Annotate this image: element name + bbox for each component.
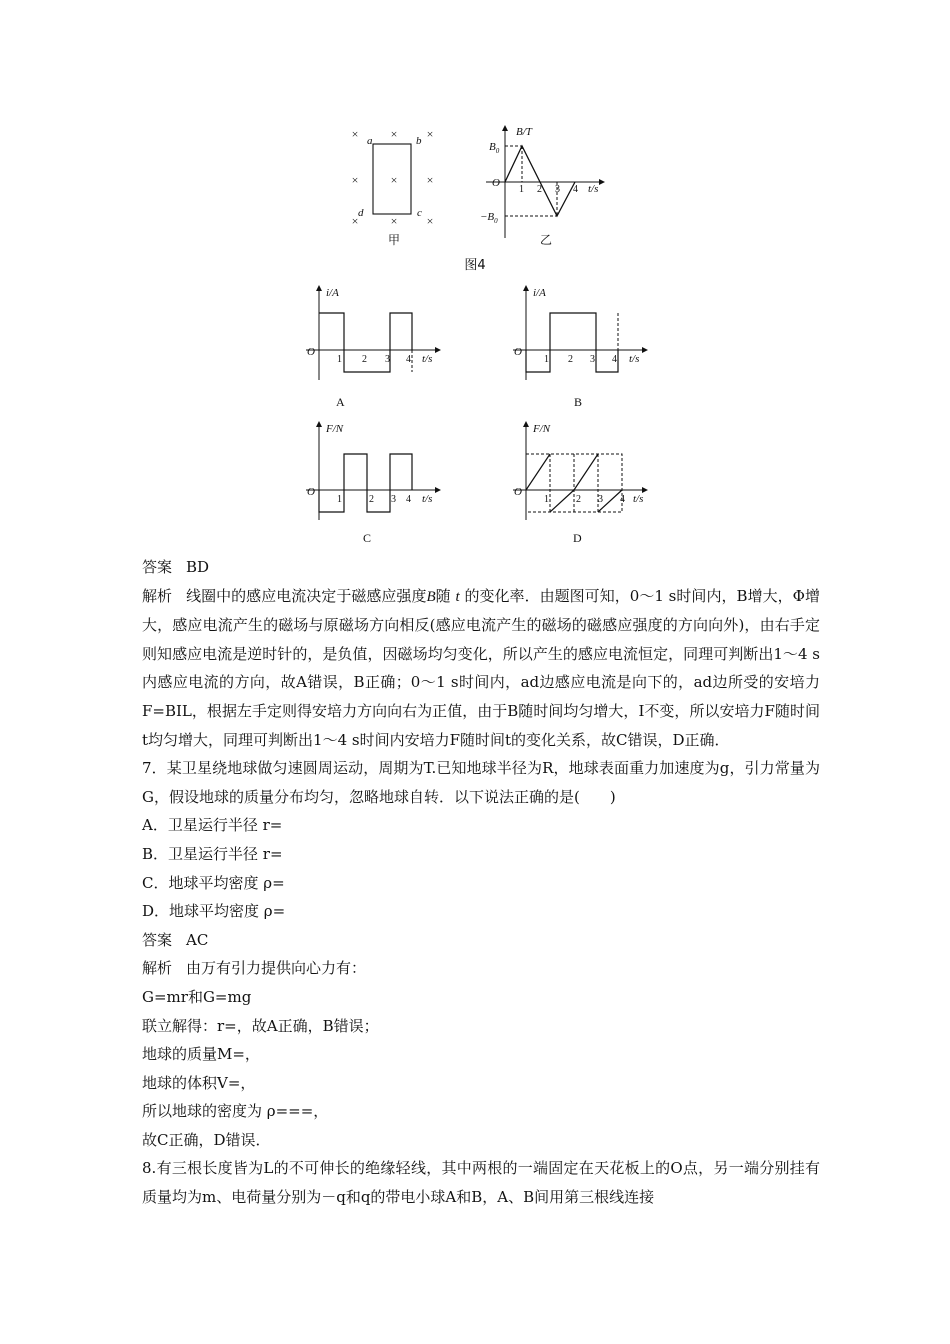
svg-text:×: × xyxy=(351,173,359,187)
tick-3: 3 xyxy=(555,184,560,195)
solution-6-part4: B增大，Φ增大，感应电流产生的磁场与原磁场方向相反(感应电流产生的磁场的磁感应强度的方向向外)，由右手定则知感应电流是逆时针的，是负值，因磁场均匀变化，所以产生的感应电流恒定，同理可判断出1～4 s内感应电流的方向，故A错误，B正确；0～1 s时间内，ad边感应电流是向下的，ad边所受的安培力F=BIL，根据左手定则得安培力方向向右为正值，由于B随时间均匀增大，I不变，所以安培力F随时间t均匀增大，同理可判断出1～4 s时间内安培力F随时间t的变化关系，故C错误，D正确． xyxy=(142,586,820,749)
tick-2: 2 xyxy=(369,494,374,505)
figure-yi-bt-graph xyxy=(476,120,626,250)
yi-caption: 乙 xyxy=(540,233,553,247)
solution-7-line1 xyxy=(142,954,820,983)
answer-value: AC xyxy=(186,930,209,949)
y-axis-label: i/A xyxy=(326,287,339,299)
jia-caption: 甲 xyxy=(388,233,401,247)
x-axis-label: t/s xyxy=(629,353,640,365)
y-axis-label: F/N xyxy=(326,423,344,435)
document-body xyxy=(142,553,820,1212)
figure-4-caption: 图4 xyxy=(464,258,486,273)
y-axis-label: F/N xyxy=(533,423,551,435)
option-d-graph xyxy=(507,418,667,548)
tick-1: 1 xyxy=(519,184,524,195)
origin-label: O xyxy=(492,177,500,189)
option-7d: D．地球平均密度 ρ= xyxy=(142,902,286,921)
option-7c: C．地球平均密度 ρ= xyxy=(142,873,285,892)
b-t-curve xyxy=(505,146,575,216)
solution-6-symbol-t: t xyxy=(455,588,460,605)
option-7b: B．卫星运行半径 r= xyxy=(142,844,283,863)
tick-3: 3 xyxy=(391,494,396,505)
tick-1: 1 xyxy=(544,494,549,505)
figure-jia-coil xyxy=(340,120,450,250)
solution-7-line7: 故C正确，D错误． xyxy=(142,1130,271,1149)
svg-text:×: × xyxy=(351,214,359,228)
tick-4: 4 xyxy=(620,494,625,505)
answer-label: 答案 xyxy=(142,558,173,576)
point-d-label: d xyxy=(358,207,364,219)
option-letter: B xyxy=(574,395,583,409)
option-letter: C xyxy=(363,531,372,545)
tick-3: 3 xyxy=(385,354,390,365)
pulse-2 xyxy=(344,350,390,372)
solution-7-line4: 地球的质量M=， xyxy=(142,1045,260,1064)
point-a-label: a xyxy=(367,135,373,147)
tick-1: 1 xyxy=(337,494,342,505)
x-axis-label: t/s xyxy=(588,183,599,195)
svg-text:×: × xyxy=(426,127,434,141)
svg-text:×: × xyxy=(390,127,398,141)
tick-2: 2 xyxy=(362,354,367,365)
answer-7 xyxy=(142,926,820,955)
tick-2: 2 xyxy=(537,184,542,195)
solution-7-line5: 地球的体积V=， xyxy=(142,1073,256,1092)
origin-label: O xyxy=(307,486,315,498)
svg-text:×: × xyxy=(426,173,434,187)
option-7a: A．卫星运行半径 r= xyxy=(142,816,283,835)
tick-2: 2 xyxy=(568,354,573,365)
solution-6-part3: 的变化率．由题图可知，0～1 s时间内， xyxy=(464,586,737,605)
tick-1: 1 xyxy=(544,354,549,365)
ramp-1 xyxy=(526,454,550,490)
y-axis-label: i/A xyxy=(533,287,546,299)
option-letter: D xyxy=(573,531,582,545)
x-axis-label: t/s xyxy=(422,353,433,365)
solution-6-part1: 线圈中的感应电流决定于磁感应强度 xyxy=(186,586,427,605)
pulse-1 xyxy=(319,313,344,350)
svg-text:×: × xyxy=(390,214,398,228)
tick-4: 4 xyxy=(406,494,411,505)
answer-label: 答案 xyxy=(142,930,173,949)
tick-4: 4 xyxy=(406,354,411,365)
point-b-label: b xyxy=(416,135,422,147)
solution-label: 解析 xyxy=(142,586,173,605)
x-axis-label: t/s xyxy=(422,493,433,505)
solution-6-symbol-b: B xyxy=(426,588,436,605)
solution-label: 解析 xyxy=(142,959,173,978)
svg-text:×: × xyxy=(426,214,434,228)
solution-6 xyxy=(142,582,820,755)
tick-2: 2 xyxy=(576,494,581,505)
tick-1: 1 xyxy=(337,354,342,365)
option-b-graph xyxy=(507,282,667,412)
solution-7-line2: G=mr和G=mg xyxy=(142,987,252,1006)
solution-6-part2: 随 xyxy=(435,586,451,605)
question-8: 8.有三根长度皆为L的不可伸长的绝缘轻线，其中两根的一端固定在天花板上的O点，另一端分别挂有质量均为m、电荷量分别为－q和q的带电小球A和B，A、B间用第三根线连接 xyxy=(142,1159,820,1207)
x-axis-label: t/s xyxy=(633,493,644,505)
pulse-2 xyxy=(550,313,596,350)
pulse-2 xyxy=(344,454,367,490)
svg-text:×: × xyxy=(351,127,359,141)
origin-label: O xyxy=(307,346,315,358)
question-7: 7．某卫星绕地球做匀速圆周运动，周期为T.已知地球半径为R，地球表面重力加速度为g，引力常量为G，假设地球的质量分布均匀，忽略地球自转．以下说法正确的是( ) xyxy=(142,759,820,806)
ramp-2b xyxy=(574,454,598,490)
tick-3: 3 xyxy=(598,494,603,505)
svg-text:×: × xyxy=(390,173,398,187)
solution-7-line6: 所以地球的密度为 ρ===， xyxy=(142,1102,329,1121)
tick-3: 3 xyxy=(590,354,595,365)
solution-7-line3: 联立解得：r=，故A正确，B错误； xyxy=(142,1016,379,1035)
option-a-graph xyxy=(300,282,460,412)
tick-4: 4 xyxy=(612,354,617,365)
tick-4: 4 xyxy=(573,184,578,195)
option-letter: A xyxy=(336,395,345,409)
origin-label: O xyxy=(514,486,522,498)
option-c-graph xyxy=(300,418,460,548)
origin-label: O xyxy=(514,346,522,358)
answer-value: BD xyxy=(186,558,210,576)
y-axis-label: B/T xyxy=(516,126,532,138)
pulse-3 xyxy=(390,313,412,350)
ramp-2a xyxy=(550,490,574,512)
solution-7-text: 由万有引力提供向心力有： xyxy=(186,959,367,978)
neg-b0-label: $-B_0$ xyxy=(480,211,498,225)
point-c-label: c xyxy=(417,207,422,219)
pulse-4 xyxy=(390,454,412,490)
answer-6 xyxy=(142,553,820,582)
b0-label: $B_0$ xyxy=(489,141,500,155)
